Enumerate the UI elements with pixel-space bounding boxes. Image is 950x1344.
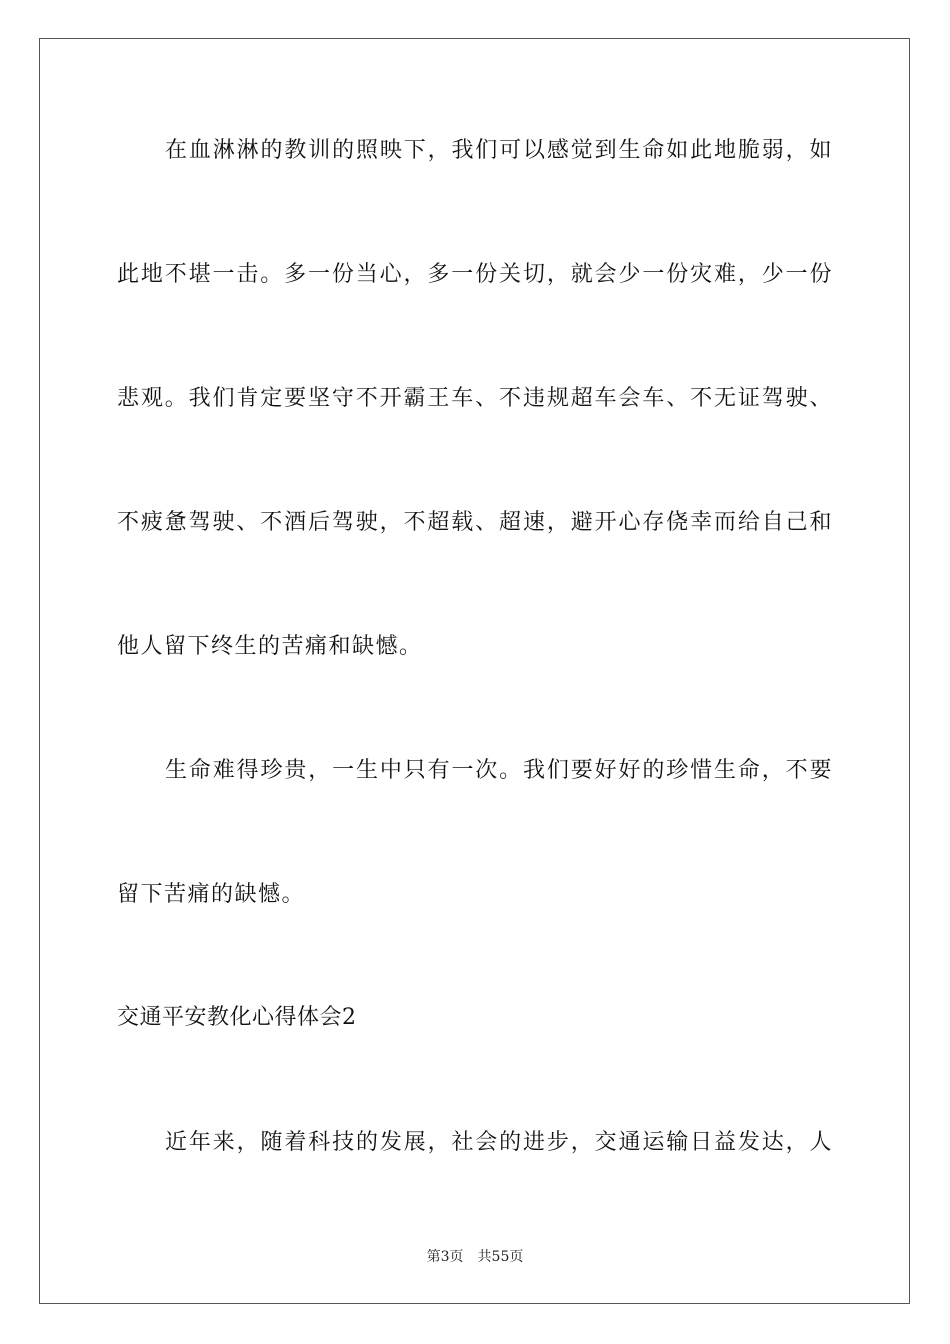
paragraph-1-line-3: 悲观。我们肯定要坚守不开霸王车、不违规超车会车、不无证驾驶、 [117, 386, 833, 411]
section-heading: 交通平安教化心得体会2 [117, 1005, 357, 1030]
page-total: 共55页 [477, 1249, 524, 1265]
page-footer [0, 1247, 950, 1267]
paragraph-1-line-4: 不疲惫驾驶、不酒后驾驶，不超载、超速，避开心存侥幸而给自己和 [117, 510, 833, 535]
page-number: 第3页 [426, 1249, 464, 1265]
paragraph-3-line-1: 近年来，随着科技的发展，社会的进步，交通运输日益发达，人 [165, 1130, 833, 1155]
paragraph-1-line-2: 此地不堪一击。多一份当心，多一份关切，就会少一份灾难，少一份 [117, 262, 833, 287]
page-frame [39, 38, 910, 1304]
paragraph-2-line-1: 生命难得珍贵，一生中只有一次。我们要好好的珍惜生命，不要 [165, 758, 833, 783]
paragraph-1-line-5: 他人留下终生的苦痛和缺憾。 [117, 634, 423, 659]
paragraph-2-line-2: 留下苦痛的缺憾。 [117, 882, 306, 907]
paragraph-1-line-1: 在血淋淋的教训的照映下，我们可以感觉到生命如此地脆弱，如 [165, 138, 833, 163]
